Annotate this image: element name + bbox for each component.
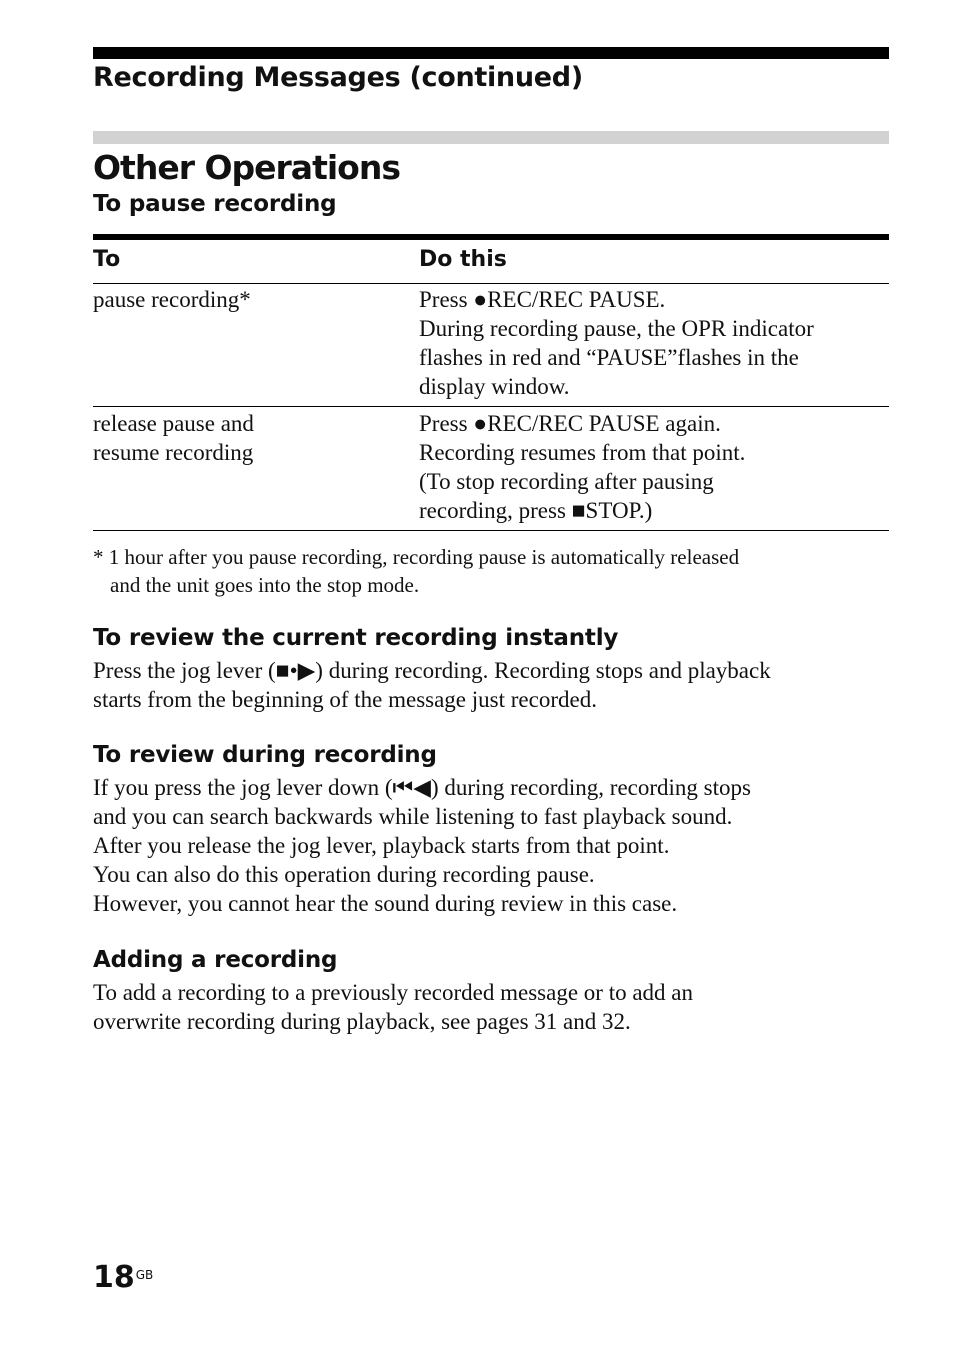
table-cell-to: release pause and resume recording — [93, 411, 254, 465]
adding-text: To add a recording to a previously recorded message or to add an overwrite recording during playback, see pages 31 and 32. — [93, 980, 694, 1034]
review-instant-heading: To review the current recording instantly — [93, 625, 619, 651]
pause-heading: To pause recording — [93, 191, 337, 217]
page-number-suffix: GB — [135, 1268, 154, 1282]
review-during-text: If you press the jog lever down (⏮◀) during recording, recording stops and you can search backwards while listening to fast playback sound. After you release the jog lever, playback starts from that point. You can also do this operation during recording pause. However, you cannot hear the sound during review in this case. — [93, 775, 751, 916]
review-instant-text: Press the jog lever (■•▶) during recording. Recording stops and playback starts from the beginning of the message just recorded. — [93, 658, 771, 712]
title-rule — [93, 131, 889, 144]
table-row — [93, 284, 889, 407]
column-header-do-this: Do this — [419, 247, 507, 272]
review-during-heading: To review during recording — [93, 742, 437, 768]
table-cell-do: Press ●REC/REC PAUSE. During recording pause, the OPR indicator flashes in red and “PAUSE”flashes in the display window. — [419, 287, 814, 399]
adding-heading: Adding a recording — [93, 947, 338, 973]
page-title: Other Operations — [93, 148, 400, 187]
table-header — [93, 240, 889, 284]
header-rule — [93, 47, 889, 59]
table-cell-do: Press ●REC/REC PAUSE again. Recording resumes from that point. (To stop recording after pausing recording, press ■STOP.) — [419, 411, 746, 523]
page-number: $18^{GB}$ — [93, 1260, 154, 1295]
pause-table — [93, 234, 889, 531]
section-title: Recording Messages (continued) — [93, 62, 583, 93]
column-header-to: To — [93, 247, 121, 272]
footnote: * 1 hour after you pause recording, recording pause is automatically released and the unit goes into the stop mode. — [93, 545, 740, 597]
table-row — [93, 407, 889, 531]
table-cell-to: pause recording* — [93, 287, 251, 312]
